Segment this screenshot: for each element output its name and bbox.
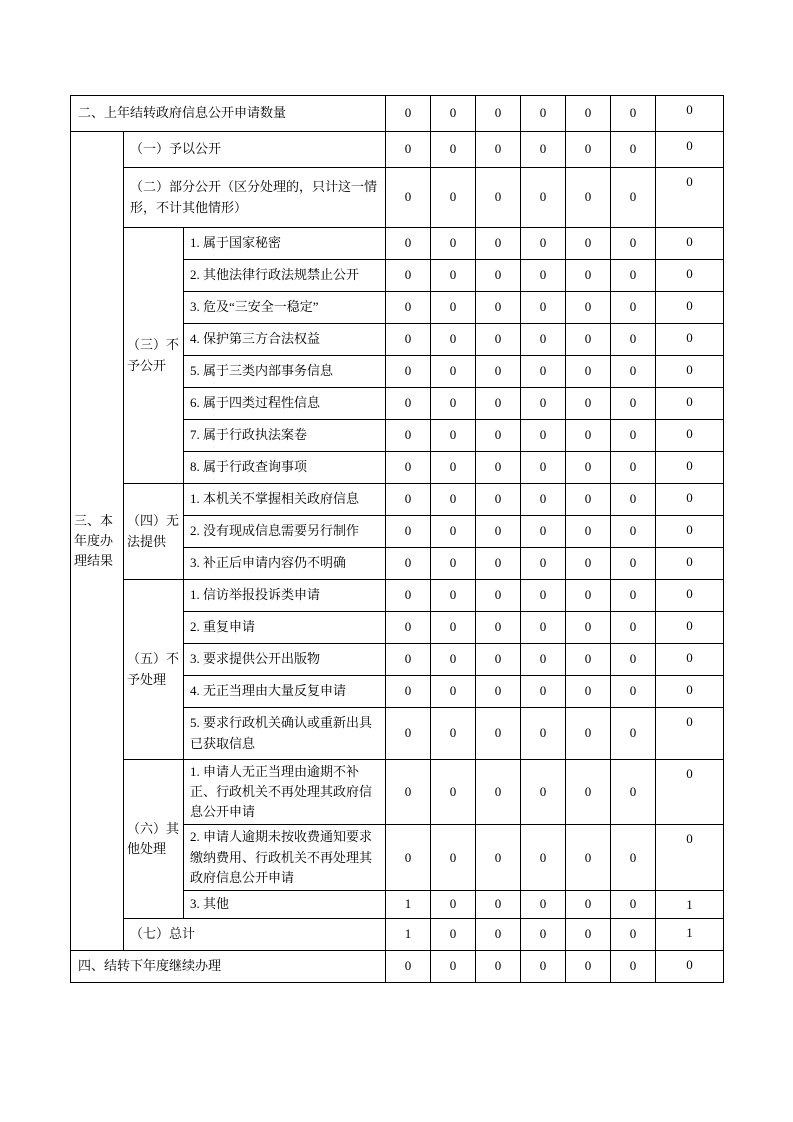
value-cell: 0 bbox=[566, 292, 611, 324]
value-cell: 0 bbox=[386, 228, 431, 260]
item-label: 1. 申请人无正当理由逾期不补正、行政机关不再处理其政府信息公开申请 bbox=[184, 760, 386, 825]
value-cell: 0 bbox=[431, 580, 476, 612]
value-cell: 0 bbox=[521, 825, 566, 890]
value-cell: 0 bbox=[476, 484, 521, 516]
value-cell: 0 bbox=[521, 484, 566, 516]
value-cell: 0 bbox=[476, 132, 521, 168]
value-cell: 0 bbox=[386, 825, 431, 890]
value-cell: 0 bbox=[431, 548, 476, 580]
value-cell: 0 bbox=[566, 260, 611, 292]
value-cell: 0 bbox=[656, 760, 724, 825]
value-cell: 0 bbox=[431, 388, 476, 420]
value-cell: 0 bbox=[566, 324, 611, 356]
section-label-annual-results: 三、本年度办理结果 bbox=[71, 132, 124, 951]
item-label: 1. 信访举报投诉类申请 bbox=[184, 580, 386, 612]
value-cell: 1 bbox=[656, 890, 724, 918]
row-label-carryover-next: 四、结转下年度继续办理 bbox=[71, 950, 386, 982]
value-cell: 0 bbox=[476, 228, 521, 260]
value-cell: 0 bbox=[611, 516, 656, 548]
value-cell: 0 bbox=[431, 260, 476, 292]
value-cell: 0 bbox=[431, 825, 476, 890]
value-cell: 0 bbox=[476, 760, 521, 825]
value-cell: 0 bbox=[656, 612, 724, 644]
value-cell: 0 bbox=[521, 950, 566, 982]
value-cell: 0 bbox=[566, 548, 611, 580]
group-label: （一）予以公开 bbox=[124, 132, 386, 168]
value-cell: 0 bbox=[431, 228, 476, 260]
value-cell: 0 bbox=[566, 580, 611, 612]
value-cell: 0 bbox=[476, 516, 521, 548]
value-cell: 0 bbox=[521, 580, 566, 612]
table-row bbox=[71, 168, 724, 228]
value-cell: 0 bbox=[386, 484, 431, 516]
value-cell: 0 bbox=[566, 356, 611, 388]
table-row bbox=[71, 950, 724, 982]
value-cell: 0 bbox=[476, 96, 521, 132]
disclosure-results-table bbox=[70, 95, 724, 983]
value-cell: 0 bbox=[476, 168, 521, 228]
value-cell: 0 bbox=[611, 825, 656, 890]
value-cell: 0 bbox=[386, 708, 431, 760]
value-cell: 0 bbox=[521, 644, 566, 676]
value-cell: 0 bbox=[386, 950, 431, 982]
value-cell: 0 bbox=[476, 452, 521, 484]
value-cell: 0 bbox=[566, 228, 611, 260]
group-label: （三）不予公开 bbox=[124, 228, 184, 484]
value-cell: 0 bbox=[611, 950, 656, 982]
value-cell: 0 bbox=[476, 825, 521, 890]
value-cell: 0 bbox=[611, 356, 656, 388]
value-cell: 0 bbox=[431, 918, 476, 950]
value-cell: 0 bbox=[611, 388, 656, 420]
value-cell: 0 bbox=[566, 516, 611, 548]
value-cell: 0 bbox=[656, 356, 724, 388]
value-cell: 0 bbox=[656, 132, 724, 168]
value-cell: 0 bbox=[566, 452, 611, 484]
value-cell: 0 bbox=[521, 516, 566, 548]
value-cell: 0 bbox=[656, 388, 724, 420]
item-label: 2. 没有现成信息需要另行制作 bbox=[184, 516, 386, 548]
value-cell: 0 bbox=[656, 825, 724, 890]
value-cell: 0 bbox=[521, 760, 566, 825]
row-label-carryover-prev: 二、上年结转政府信息公开申请数量 bbox=[71, 96, 386, 132]
item-label: 2. 申请人逾期未按收费通知要求缴纳费用、行政机关不再处理其政府信息公开申请 bbox=[184, 825, 386, 890]
item-label: 4. 无正当理由大量反复申请 bbox=[184, 676, 386, 708]
value-cell: 0 bbox=[431, 168, 476, 228]
group-label-total: （七）总计 bbox=[124, 918, 386, 950]
value-cell: 0 bbox=[476, 612, 521, 644]
value-cell: 0 bbox=[386, 760, 431, 825]
value-cell: 0 bbox=[431, 292, 476, 324]
item-label: 2. 其他法律行政法规禁止公开 bbox=[184, 260, 386, 292]
item-label: 4. 保护第三方合法权益 bbox=[184, 324, 386, 356]
value-cell: 0 bbox=[566, 420, 611, 452]
value-cell: 0 bbox=[566, 612, 611, 644]
value-cell: 0 bbox=[521, 96, 566, 132]
value-cell: 0 bbox=[386, 580, 431, 612]
value-cell: 0 bbox=[656, 644, 724, 676]
value-cell: 0 bbox=[566, 388, 611, 420]
value-cell: 0 bbox=[566, 950, 611, 982]
value-cell: 0 bbox=[476, 548, 521, 580]
value-cell: 1 bbox=[386, 918, 431, 950]
value-cell: 0 bbox=[656, 516, 724, 548]
value-cell: 0 bbox=[611, 760, 656, 825]
value-cell: 0 bbox=[611, 168, 656, 228]
value-cell: 0 bbox=[386, 168, 431, 228]
value-cell: 0 bbox=[386, 516, 431, 548]
value-cell: 0 bbox=[611, 890, 656, 918]
value-cell: 0 bbox=[521, 890, 566, 918]
value-cell: 0 bbox=[431, 612, 476, 644]
value-cell: 0 bbox=[476, 580, 521, 612]
table-row bbox=[71, 96, 724, 132]
value-cell: 0 bbox=[521, 356, 566, 388]
value-cell: 0 bbox=[611, 918, 656, 950]
value-cell: 0 bbox=[611, 612, 656, 644]
value-cell: 0 bbox=[521, 168, 566, 228]
value-cell: 0 bbox=[656, 420, 724, 452]
value-cell: 0 bbox=[611, 260, 656, 292]
table-row bbox=[71, 918, 724, 950]
value-cell: 0 bbox=[476, 356, 521, 388]
item-label: 6. 属于四类过程性信息 bbox=[184, 388, 386, 420]
value-cell: 0 bbox=[566, 484, 611, 516]
value-cell: 0 bbox=[386, 676, 431, 708]
item-label: 1. 属于国家秘密 bbox=[184, 228, 386, 260]
value-cell: 0 bbox=[476, 890, 521, 918]
value-cell: 1 bbox=[386, 890, 431, 918]
value-cell: 0 bbox=[611, 484, 656, 516]
value-cell: 0 bbox=[656, 168, 724, 228]
value-cell: 0 bbox=[386, 260, 431, 292]
value-cell: 0 bbox=[566, 825, 611, 890]
value-cell: 0 bbox=[611, 548, 656, 580]
value-cell: 0 bbox=[431, 452, 476, 484]
value-cell: 0 bbox=[656, 260, 724, 292]
value-cell: 0 bbox=[566, 890, 611, 918]
group-label: （四）无法提供 bbox=[124, 484, 184, 580]
value-cell: 0 bbox=[611, 324, 656, 356]
value-cell: 0 bbox=[611, 452, 656, 484]
value-cell: 0 bbox=[521, 612, 566, 644]
value-cell: 0 bbox=[521, 548, 566, 580]
value-cell: 0 bbox=[431, 324, 476, 356]
value-cell: 0 bbox=[476, 644, 521, 676]
value-cell: 0 bbox=[431, 516, 476, 548]
value-cell: 0 bbox=[521, 420, 566, 452]
value-cell: 0 bbox=[431, 644, 476, 676]
table-row bbox=[71, 132, 724, 168]
value-cell: 0 bbox=[611, 708, 656, 760]
group-label: （二）部分公开（区分处理的，只计这一情形，不计其他情形） bbox=[124, 168, 386, 228]
table-row bbox=[71, 228, 724, 260]
table-row bbox=[71, 580, 724, 612]
value-cell: 0 bbox=[431, 132, 476, 168]
value-cell: 0 bbox=[386, 356, 431, 388]
value-cell: 0 bbox=[431, 708, 476, 760]
value-cell: 0 bbox=[386, 644, 431, 676]
item-label: 5. 要求行政机关确认或重新出具已获取信息 bbox=[184, 708, 386, 760]
value-cell: 0 bbox=[476, 388, 521, 420]
value-cell: 1 bbox=[656, 918, 724, 950]
value-cell: 0 bbox=[566, 760, 611, 825]
value-cell: 0 bbox=[386, 324, 431, 356]
value-cell: 0 bbox=[521, 918, 566, 950]
item-label: 5. 属于三类内部事务信息 bbox=[184, 356, 386, 388]
table-row bbox=[71, 760, 724, 825]
value-cell: 0 bbox=[386, 132, 431, 168]
value-cell: 0 bbox=[476, 260, 521, 292]
value-cell: 0 bbox=[656, 96, 724, 132]
item-label: 2. 重复申请 bbox=[184, 612, 386, 644]
value-cell: 0 bbox=[386, 96, 431, 132]
value-cell: 0 bbox=[431, 760, 476, 825]
value-cell: 0 bbox=[386, 452, 431, 484]
value-cell: 0 bbox=[521, 676, 566, 708]
value-cell: 0 bbox=[656, 708, 724, 760]
value-cell: 0 bbox=[431, 950, 476, 982]
value-cell: 0 bbox=[476, 292, 521, 324]
value-cell: 0 bbox=[521, 452, 566, 484]
value-cell: 0 bbox=[431, 484, 476, 516]
value-cell: 0 bbox=[656, 580, 724, 612]
value-cell: 0 bbox=[431, 890, 476, 918]
value-cell: 0 bbox=[521, 292, 566, 324]
value-cell: 0 bbox=[521, 388, 566, 420]
value-cell: 0 bbox=[476, 676, 521, 708]
value-cell: 0 bbox=[566, 918, 611, 950]
value-cell: 0 bbox=[431, 356, 476, 388]
value-cell: 0 bbox=[656, 548, 724, 580]
value-cell: 0 bbox=[476, 918, 521, 950]
value-cell: 0 bbox=[431, 96, 476, 132]
value-cell: 0 bbox=[656, 950, 724, 982]
value-cell: 0 bbox=[566, 708, 611, 760]
value-cell: 0 bbox=[476, 708, 521, 760]
value-cell: 0 bbox=[386, 612, 431, 644]
table-row bbox=[71, 484, 724, 516]
value-cell: 0 bbox=[566, 676, 611, 708]
value-cell: 0 bbox=[656, 324, 724, 356]
item-label: 1. 本机关不掌握相关政府信息 bbox=[184, 484, 386, 516]
item-label: 3. 危及“三安全一稳定” bbox=[184, 292, 386, 324]
value-cell: 0 bbox=[611, 420, 656, 452]
value-cell: 0 bbox=[521, 324, 566, 356]
value-cell: 0 bbox=[521, 260, 566, 292]
value-cell: 0 bbox=[611, 292, 656, 324]
value-cell: 0 bbox=[611, 676, 656, 708]
value-cell: 0 bbox=[521, 708, 566, 760]
value-cell: 0 bbox=[656, 484, 724, 516]
value-cell: 0 bbox=[431, 676, 476, 708]
value-cell: 0 bbox=[476, 950, 521, 982]
value-cell: 0 bbox=[386, 292, 431, 324]
value-cell: 0 bbox=[656, 676, 724, 708]
value-cell: 0 bbox=[656, 452, 724, 484]
group-label: （五）不予处理 bbox=[124, 580, 184, 760]
value-cell: 0 bbox=[656, 228, 724, 260]
value-cell: 0 bbox=[521, 228, 566, 260]
value-cell: 0 bbox=[476, 324, 521, 356]
value-cell: 0 bbox=[476, 420, 521, 452]
value-cell: 0 bbox=[611, 228, 656, 260]
item-label: 3. 要求提供公开出版物 bbox=[184, 644, 386, 676]
value-cell: 0 bbox=[386, 548, 431, 580]
item-label: 3. 补正后申请内容仍不明确 bbox=[184, 548, 386, 580]
value-cell: 0 bbox=[611, 96, 656, 132]
item-label: 7. 属于行政执法案卷 bbox=[184, 420, 386, 452]
value-cell: 0 bbox=[431, 420, 476, 452]
value-cell: 0 bbox=[611, 580, 656, 612]
value-cell: 0 bbox=[386, 420, 431, 452]
value-cell: 0 bbox=[566, 168, 611, 228]
value-cell: 0 bbox=[611, 644, 656, 676]
value-cell: 0 bbox=[566, 132, 611, 168]
group-label: （六）其他处理 bbox=[124, 760, 184, 919]
value-cell: 0 bbox=[656, 292, 724, 324]
value-cell: 0 bbox=[566, 644, 611, 676]
value-cell: 0 bbox=[611, 132, 656, 168]
value-cell: 0 bbox=[386, 388, 431, 420]
item-label: 3. 其他 bbox=[184, 890, 386, 918]
value-cell: 0 bbox=[521, 132, 566, 168]
value-cell: 0 bbox=[566, 96, 611, 132]
item-label: 8. 属于行政查询事项 bbox=[184, 452, 386, 484]
